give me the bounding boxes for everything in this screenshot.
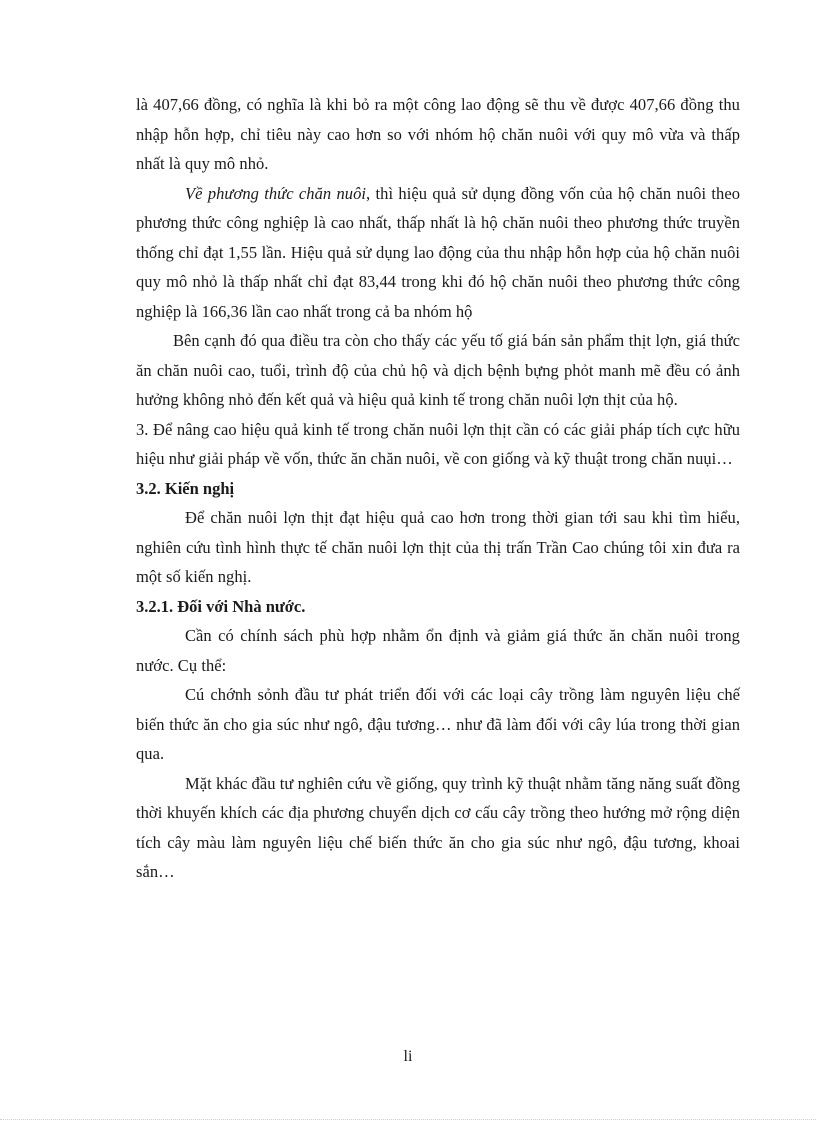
paragraph-feed-policy: Cần có chính sách phù hợp nhằm ổn định và giảm giá thức ăn chăn nuôi trong nước. Cụ thể: [136, 626, 740, 675]
page-number: li [403, 1048, 413, 1065]
paragraph-labor-income: là 407,66 đồng, có nghĩa là khi bỏ ra một công lao động sẽ thu về được 407,66 đồng thu nhập hỗn hợp, chỉ tiêu này cao hơn so với nhóm hộ chăn nuôi với quy mô vừa và thấp nhất là quy mô nhỏ. [136, 95, 740, 173]
paragraph-influencing-factors: Bên cạnh đó qua điều tra còn cho thấy các yếu tố giá bán sản phẩm thịt lợn, giá thức ăn chăn nuôi cao, tuổi, trình độ của chủ hộ và dịch bệnh bựng phỏt manh mẽ đều có ảnh hưởng không nhỏ đến kết quả và hiệu quả kinh tế trong chăn nuôi lợn thịt của hộ. [136, 331, 740, 409]
paragraph-recommendations-intro: Để chăn nuôi lợn thịt đạt hiệu quả cao hơn trong thời gian tới sau khi tìm hiểu, nghiên cứu tình hình thực tế chăn nuôi lợn thịt của thị trấn Trần Cao chúng tôi xin đưa ra một số kiến nghị. [136, 508, 740, 586]
heading-state: 3.2.1. Đối với Nhà nước. [136, 596, 306, 616]
document-body [136, 90, 740, 887]
paragraph-farming-method [136, 179, 740, 327]
heading-recommendations: 3.2. Kiến nghị [136, 478, 235, 498]
paragraph-investment-policy: Cú chớnh sỏnh đầu tư phát triển đối với các loại cây trồng làm nguyên liệu chế biến thức ăn cho gia súc như ngô, đậu tương… như đã làm đối với cây lúa trong thời gian qua. [136, 685, 740, 763]
paragraph-farming-method-italic: Về phương thức chăn nuôi [185, 183, 367, 203]
paragraph-solutions: 3. Để nâng cao hiệu quả kinh tế trong chăn nuôi lợn thịt cần có các giải pháp tích cực hữu hiệu như giải pháp về vốn, thức ăn chăn nuôi, về con giống và kỹ thuật trong chăn nuụi… [136, 419, 740, 468]
paragraph-research-investment: Mặt khác đầu tư nghiên cứu về giống, quy trình kỹ thuật nhằm tăng năng suất đồng thời khuyến khích các địa phương chuyển dịch cơ cấu cây trồng theo hướng mở rộng diện tích cây màu làm nguyên liệu chế biến thức ăn cho gia súc như ngô, đậu tương, khoai sắn… [136, 773, 740, 881]
paragraph-farming-method-rest: , thì hiệu quả sử dụng đồng vốn của hộ chăn nuôi theo phương thức công nghiệp là cao nhất, thấp nhất là hộ chăn nuôi theo phương thức truyền thống chỉ đạt 1,55 lần. Hiệu quả sử dụng lao động của thu nhập hỗn hợp của hộ chăn nuôi quy mô nhỏ là thấp nhất chỉ đạt 83,44 trong khi đó hộ chăn nuôi theo phương thức công nghiệp là 166,36 lần cao nhất trong cả ba nhóm hộ [136, 183, 740, 321]
page-bottom-divider [0, 1119, 816, 1120]
